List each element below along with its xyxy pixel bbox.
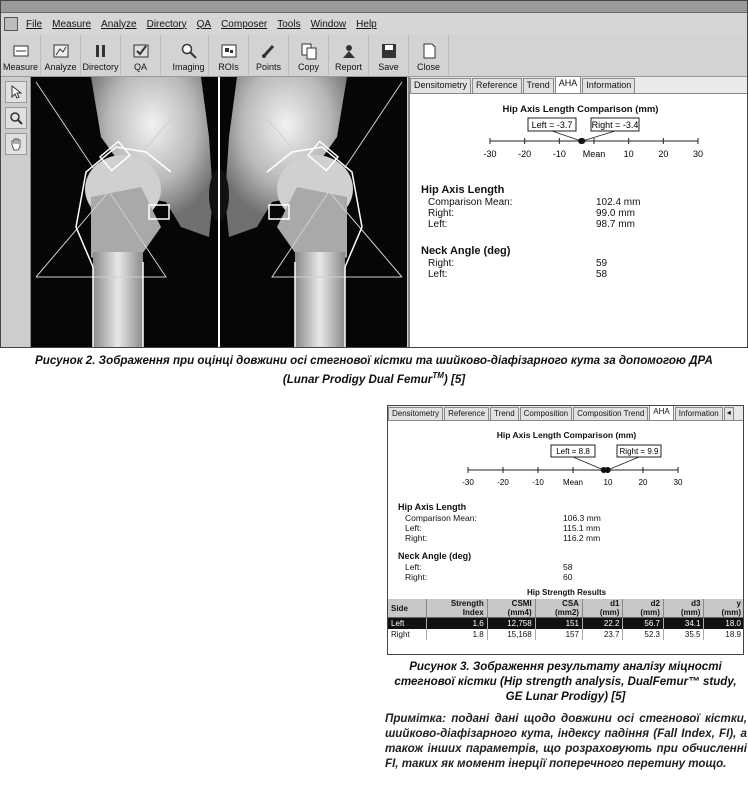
toolbar-close-button[interactable] xyxy=(409,35,449,75)
scale-tick-label: -30 xyxy=(462,478,474,487)
left-leader-line xyxy=(552,131,581,141)
figure-2-caption-line1: Рисунок 2. Зображення при оцінці довжини осі стегнової кістки та шийково-діафізарного кута за допомогою ДРА xyxy=(35,354,713,367)
table-cell: 15,168 xyxy=(487,629,535,640)
left-leader-line xyxy=(573,457,604,470)
table-header-cell: CSMI (mm4) xyxy=(487,599,535,618)
rois-icon xyxy=(220,42,238,60)
fig3-tab-aha[interactable]: AHA xyxy=(649,405,673,420)
menu-window[interactable]: Window xyxy=(310,18,347,30)
scale-tick-label: Mean xyxy=(582,149,606,159)
table-body xyxy=(388,618,744,641)
fig3-tab-densitometry[interactable]: Densitometry xyxy=(388,407,443,420)
toolbar-button-label: ROIs xyxy=(218,62,239,72)
menu-analyze[interactable]: Analyze xyxy=(101,18,137,30)
toolbar-button-label: Report xyxy=(334,62,362,72)
table-header-cell: d1 (mm) xyxy=(582,599,623,618)
toolbar-report-button[interactable] xyxy=(329,35,369,75)
fig3-tab-composition-trend[interactable]: Composition Trend xyxy=(573,407,648,420)
tab-aha[interactable]: AHA xyxy=(555,76,582,93)
table-row[interactable] xyxy=(388,618,744,630)
scale-tick-label: 30 xyxy=(673,478,683,487)
table-cell: 12,758 xyxy=(487,618,535,630)
figure-3-caption-line1: Рисунок 3. Зображення результату аналізу міцності xyxy=(409,660,722,673)
tab-densitometry[interactable]: Densitometry xyxy=(410,78,471,93)
hip-strength-results-title: Hip Strength Results xyxy=(526,588,607,597)
fig3-neck-section-title: Neck Angle (deg) xyxy=(398,551,472,561)
toolbar-analyze-button[interactable] xyxy=(41,35,81,75)
tab-information[interactable]: Information xyxy=(582,78,635,93)
toolbar-rois-button[interactable] xyxy=(209,35,249,75)
measure-icon xyxy=(12,42,30,60)
menu-file[interactable]: File xyxy=(26,18,43,30)
menu-measure[interactable]: Measure xyxy=(52,18,92,30)
neck-row-right: Right: 59 xyxy=(428,258,608,269)
figure-2-screenshot xyxy=(0,0,748,348)
scale-tick-label: 20 xyxy=(638,478,648,487)
fig3-tab-reference[interactable]: Reference xyxy=(444,407,489,420)
comparison-title: Hip Axis Length Comparison (mm) xyxy=(502,104,659,115)
left-value-box xyxy=(528,118,576,131)
right-value-box xyxy=(591,118,639,131)
fig3-hal-comparison-scale xyxy=(388,442,744,490)
fig3-neck-row-right: Right: 60 xyxy=(405,572,573,582)
hip-strength-results-table xyxy=(388,599,744,640)
system-menu-icon[interactable] xyxy=(4,17,18,31)
table-cell: 1.6 xyxy=(426,618,487,630)
table-cell: Right xyxy=(388,629,426,640)
right-value-box xyxy=(617,445,661,457)
left-value-text: Left = -3.7 xyxy=(531,120,573,130)
fig3-tab-trend[interactable]: Trend xyxy=(490,407,519,420)
menu-directory[interactable]: Directory xyxy=(146,18,187,30)
neck-row-left: Left: 58 xyxy=(428,269,608,280)
right-leader-line xyxy=(582,131,615,141)
toolbar-directory-button[interactable] xyxy=(81,35,121,75)
fig3-hal-section-title: Hip Axis Length xyxy=(398,502,467,512)
toolbar-button-label: Close xyxy=(416,62,440,72)
toolbar-button-label: Imaging xyxy=(172,62,205,72)
fig3-hal-row-mean: Comparison Mean: 106.3 mm xyxy=(405,513,601,523)
fig3-tab-composition[interactable]: Composition xyxy=(520,407,572,420)
fig3-neck-row-left: Left: 58 xyxy=(405,562,573,572)
toolbar-button-label: Directory xyxy=(82,62,119,72)
scale-tick-label: 10 xyxy=(623,149,634,159)
toolbar-button-label: Points xyxy=(255,62,281,72)
results-tab-bar xyxy=(410,77,748,94)
toolbar-save-button[interactable] xyxy=(369,35,409,75)
table-row[interactable] xyxy=(388,629,744,640)
scale-tick-label: 20 xyxy=(658,149,669,159)
table-cell: 52.3 xyxy=(623,629,664,640)
tab-scroll-left-icon[interactable]: ◂ xyxy=(724,407,734,420)
right-marker xyxy=(579,138,585,144)
fig3-tab-bar xyxy=(388,406,743,421)
toolbar-measure-button[interactable] xyxy=(1,35,41,75)
close-doc-icon xyxy=(420,42,438,60)
fig3-hal-row-right: Right: 116.2 mm xyxy=(405,533,601,543)
toolbar-button-label: QA xyxy=(133,62,147,72)
table-cell: Left xyxy=(388,618,426,630)
toolbar-button-label: Measure xyxy=(2,62,38,72)
menu-composer[interactable]: Composer xyxy=(221,18,268,30)
right-value-text: Right = 9.9 xyxy=(619,447,659,456)
analyze-icon xyxy=(52,42,70,60)
report-icon xyxy=(340,42,358,60)
scale-tick-label: -10 xyxy=(532,478,544,487)
toolbar-imaging-button[interactable] xyxy=(169,35,209,75)
directory-icon xyxy=(92,42,110,60)
neck-angle-section-title: Neck Angle (deg) xyxy=(421,245,511,257)
toolbar xyxy=(1,35,748,77)
table-header-row xyxy=(388,599,744,618)
scale-tick-label: -20 xyxy=(518,149,532,159)
copy-icon xyxy=(300,42,318,60)
table-header-cell: CSA (mm2) xyxy=(535,599,582,618)
table-cell: 56.7 xyxy=(623,618,664,630)
scale-tick-label: 10 xyxy=(603,478,613,487)
right-value-text: Right = -3.4 xyxy=(591,120,639,130)
left-value-text: Left = 8.8 xyxy=(556,447,590,456)
table-header-cell: d2 (mm) xyxy=(623,599,664,618)
table-cell: 22.2 xyxy=(582,618,623,630)
figure-3-caption-line3: GE Lunar Prodigy) [5] xyxy=(505,690,626,703)
zoom-icon[interactable] xyxy=(5,107,27,129)
floppy-icon xyxy=(380,42,398,60)
toolbar-button-label: Analyze xyxy=(44,62,77,72)
scale-tick-label: -10 xyxy=(552,149,566,159)
hal-row-left: Left: 98.7 mm xyxy=(428,219,635,230)
note-paragraph: Примітка: подані дані щодо довжини осі стегнової кістки, шийково-діафізарного кута, індексу падіння (Fall Index, FI), а також інших параметрів, що розраховують при обчисленні FI, таких як момент інерції поперечного перетину тощо. xyxy=(385,712,747,770)
hand-icon[interactable] xyxy=(5,133,27,155)
table-cell: 151 xyxy=(535,618,582,630)
scale-tick-label: -20 xyxy=(497,478,509,487)
toolbar-button-label: Save xyxy=(378,62,399,72)
figure-2-caption-line2: (Lunar Prodigy Dual Femur™) [5] xyxy=(282,371,466,386)
table-cell: 18.0 xyxy=(704,618,744,630)
table-header-cell: Strength Index xyxy=(426,599,487,618)
pointer-icon[interactable] xyxy=(5,81,27,103)
left-value-box xyxy=(551,445,595,457)
table-header-cell: d3 (mm) xyxy=(663,599,704,618)
brush-icon xyxy=(260,42,278,60)
table-cell: 18.9 xyxy=(704,629,744,640)
fig3-comparison-title: Hip Axis Length Comparison (mm) xyxy=(496,430,637,440)
figure-3-caption xyxy=(387,659,744,704)
table-cell: 35.5 xyxy=(663,629,704,640)
table-cell: 34.1 xyxy=(663,618,704,630)
table-header-cell: Side xyxy=(388,599,426,618)
menu-bar xyxy=(1,13,748,35)
neck-angle-rows xyxy=(428,258,728,280)
scale-tick-label: 30 xyxy=(692,149,704,159)
menu-qa[interactable]: QA xyxy=(196,18,212,30)
qa-check-icon xyxy=(132,42,150,60)
hal-row-right: Right: 99.0 mm xyxy=(428,208,635,219)
table-cell: 157 xyxy=(535,629,582,640)
figure-2-caption xyxy=(0,353,748,387)
table-cell: 1.8 xyxy=(426,629,487,640)
dxa-femur-scan-image xyxy=(31,77,407,348)
aha-results-panel xyxy=(408,77,748,348)
tab-trend[interactable]: Trend xyxy=(523,78,554,93)
toolbar-button-label: Copy xyxy=(297,62,319,72)
fig3-tab-information[interactable]: Information xyxy=(675,407,723,420)
menu-help[interactable]: Help xyxy=(356,18,377,30)
figure-3-screenshot xyxy=(387,405,744,655)
fig3-hal-rows xyxy=(405,513,705,543)
hal-comparison-scale xyxy=(410,115,748,165)
hal-row-mean: Comparison Mean: 102.4 mm xyxy=(428,197,641,208)
scale-tick-label: -30 xyxy=(483,149,497,159)
hal-section-title: Hip Axis Length xyxy=(421,184,505,196)
fig3-hal-row-left: Left: 115.1 mm xyxy=(405,523,601,533)
table-header-cell: y (mm) xyxy=(704,599,744,618)
fig3-neck-rows xyxy=(405,562,705,582)
table-cell: 23.7 xyxy=(582,629,623,640)
right-leader-line xyxy=(608,457,639,470)
window-title-bar xyxy=(1,1,748,13)
tab-reference[interactable]: Reference xyxy=(472,78,522,93)
toolbar-qa-button[interactable] xyxy=(121,35,161,75)
toolbar-copy-button[interactable] xyxy=(289,35,329,75)
figure-3-caption-line2: стегнової кістки (Hip strength analysis, DualFemur™ study, xyxy=(394,675,737,688)
scale-tick-label: Mean xyxy=(562,478,584,487)
side-toolbar xyxy=(1,77,31,348)
magnifier-icon xyxy=(180,42,198,60)
menu-tools[interactable]: Tools xyxy=(277,18,301,30)
toolbar-points-button[interactable] xyxy=(249,35,289,75)
right-marker xyxy=(605,467,611,473)
hal-rows xyxy=(428,197,728,230)
